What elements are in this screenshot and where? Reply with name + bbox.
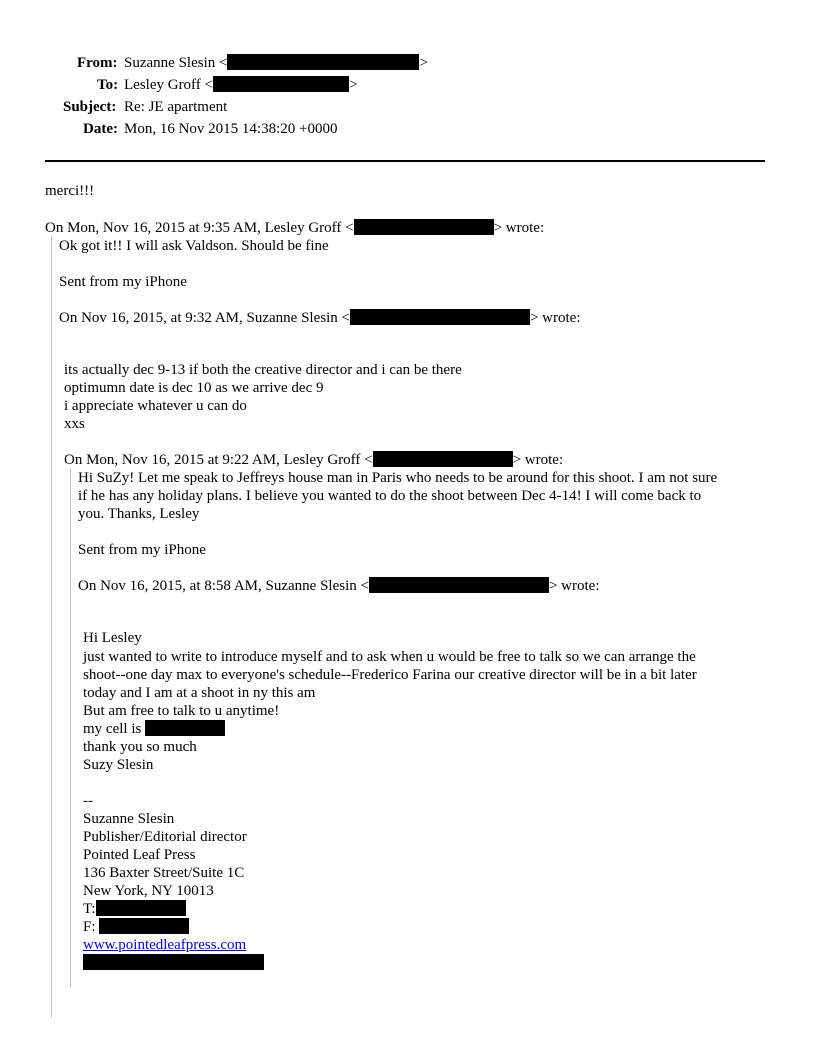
signature-fax: F: [83,918,189,936]
website-link[interactable]: www.pointedleafpress.com [83,937,247,953]
redacted-email [350,309,530,325]
redacted-fax [99,918,189,934]
quote2-line: xxs [64,416,85,432]
signature-dash: -- [83,793,93,809]
redacted-email [369,577,549,593]
quote3-bar [70,468,71,988]
quote4-cell-line: my cell is [83,720,225,738]
quote4-intro: On Nov 16, 2015, at 8:58 AM, Suzanne Slesin < > wrote: [78,578,600,594]
quote4-line: today and I am at a shoot in ny this am [83,685,316,701]
date-value: Mon, 16 Nov 2015 14:38:20 +0000 [124,121,338,137]
signature-title: Publisher/Editorial director [83,829,247,845]
reply-text: merci!!! [45,183,95,199]
quote4-line: shoot--one day max to everyone's schedule--Frederico Farina our creative director will be in a bit later [83,667,697,683]
quote1-intro: On Mon, Nov 16, 2015 at 9:35 AM, Lesley Groff < > wrote: [45,220,545,236]
signature-redacted-line [83,954,264,972]
from-label: From: [77,55,118,71]
quote4-line: But am free to talk to u anytime! [83,703,280,719]
signature-website-line [83,936,246,954]
signature-address1: 136 Baxter Street/Suite 1C [83,865,245,881]
quote4-line: just wanted to write to introduce myself and to ask when u would be free to talk so we can arrange the [83,649,696,665]
to-label: To: [97,77,119,93]
redacted-email [373,451,513,467]
redacted-phone [96,900,186,916]
subject-value: Re: JE apartment [124,99,228,115]
from-value: Suzanne Slesin < > [124,55,428,71]
quote3-line: if he has any holiday plans. I believe you wanted to do the shoot between Dec 4-14! I will come back to [78,488,702,504]
quote2-intro: On Nov 16, 2015, at 9:32 AM, Suzanne Slesin < > wrote: [59,310,581,326]
quote2-line: its actually dec 9-13 if both the creative director and i can be there [64,362,462,378]
to-name: Lesley Groff [124,77,201,93]
email-header [0,0,428,140]
from-name: Suzanne Slesin [124,55,216,71]
redacted-from-email [227,54,419,70]
to-value: Lesley Groff < > [124,77,358,93]
quote3-line: Hi SuZy! Let me speak to Jeffreys house man in Paris who needs to be around for this shoot. I am not sure [78,470,718,486]
quote1-sent: Sent from my iPhone [59,274,187,290]
redacted-email [83,954,264,970]
quote3-line: you. Thanks, Lesley [78,506,200,522]
quote1-line: Ok got it!! I will ask Valdson. Should be fine [59,238,329,254]
signature-company: Pointed Leaf Press [83,847,196,863]
signature-name: Suzanne Slesin [83,811,175,827]
redacted-phone [145,720,225,736]
header-divider [45,160,765,162]
redacted-to-email [213,76,349,92]
date-label: Date: [83,121,118,137]
redacted-email [354,219,494,235]
subject-label: Subject: [63,99,117,115]
quote2-line: i appreciate whatever u can do [64,398,247,414]
signature-address2: New York, NY 10013 [83,883,214,899]
signature-phone: T: [83,900,186,918]
quote4-line: Hi Lesley [83,630,142,646]
quote4-line: Suzy Slesin [83,757,154,773]
quote4-line: thank you so much [83,739,197,755]
quote1-bar [51,236,52,1018]
quote2-line: optimumn date is dec 10 as we arrive dec 9 [64,380,324,396]
quote3-intro: On Mon, Nov 16, 2015 at 9:22 AM, Lesley Groff < > wrote: [64,452,564,468]
quote3-sent: Sent from my iPhone [78,542,206,558]
